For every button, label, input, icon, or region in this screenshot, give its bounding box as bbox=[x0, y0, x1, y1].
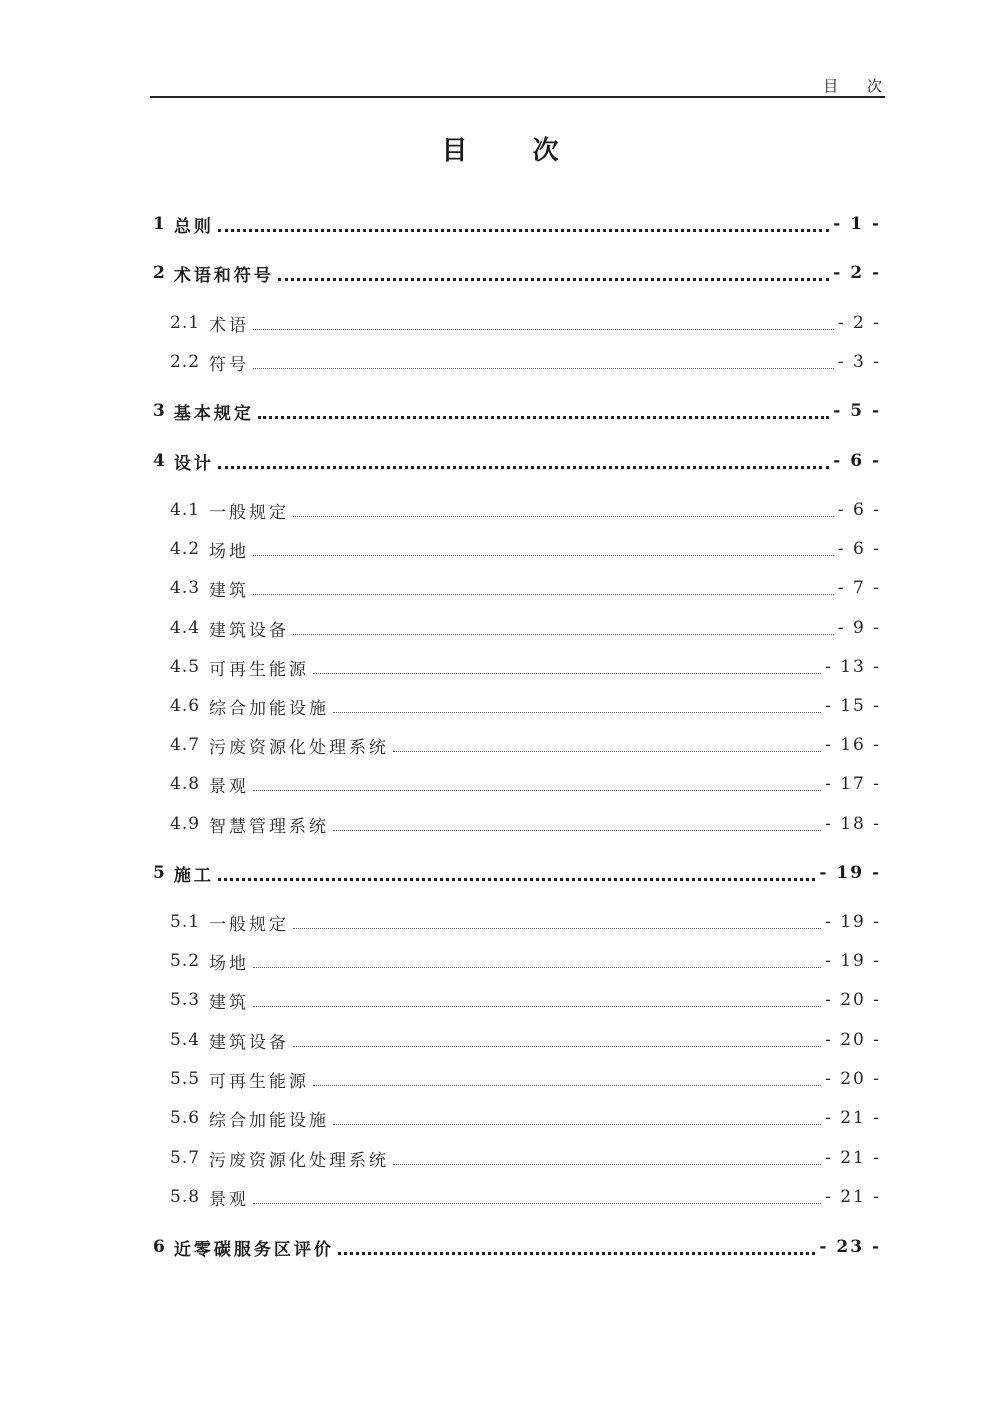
toc-entry-title: 智慧管理系统 bbox=[209, 816, 330, 837]
toc-entry-number: 3 bbox=[153, 401, 165, 421]
toc-entry-title: 建筑设备 bbox=[209, 620, 290, 641]
toc-page-number: - 20 - bbox=[825, 990, 881, 1010]
toc-section-entry[interactable] bbox=[150, 1184, 881, 1210]
toc-entry-number: 4.6 bbox=[170, 696, 201, 716]
toc-entry-number: 4 bbox=[153, 451, 165, 471]
toc-page-number: - 19 - bbox=[825, 951, 881, 971]
toc-entry-number: 5.6 bbox=[170, 1108, 201, 1128]
running-header-text: 目 次 bbox=[823, 77, 894, 95]
toc-dot-leader bbox=[338, 1251, 816, 1255]
toc-page-number: - 19 - bbox=[819, 863, 881, 883]
toc-dot-leader bbox=[218, 228, 829, 232]
toc-page-number: - 6 - bbox=[837, 539, 881, 559]
toc-dot-leader bbox=[393, 1163, 821, 1165]
toc-section-entry[interactable] bbox=[150, 497, 881, 523]
toc-entry-number: 4.5 bbox=[170, 657, 201, 677]
toc-entry-title: 可再生能源 bbox=[209, 659, 310, 680]
toc-entry-number: 2 bbox=[153, 263, 165, 283]
toc-entry-number: 4.7 bbox=[170, 735, 201, 755]
toc-page-number: - 9 - bbox=[837, 618, 881, 638]
toc-dot-leader bbox=[333, 711, 821, 713]
page-title: 目 次 bbox=[441, 136, 587, 166]
toc-section-entry[interactable] bbox=[150, 536, 881, 562]
toc-dot-leader bbox=[253, 1005, 821, 1007]
toc-entry-title: 建筑 bbox=[209, 992, 250, 1013]
toc-page-number: - 15 - bbox=[825, 696, 881, 716]
toc-entry-title: 场地 bbox=[209, 541, 250, 562]
toc-chapter-entry[interactable] bbox=[150, 398, 881, 424]
toc-entry-title: 术语和符号 bbox=[173, 265, 274, 286]
toc-dot-leader bbox=[278, 277, 829, 281]
toc-section-entry[interactable] bbox=[150, 909, 881, 935]
toc-page-number: - 1 - bbox=[833, 214, 881, 234]
toc-section-entry[interactable] bbox=[150, 987, 881, 1013]
toc-entry-number: 5.5 bbox=[170, 1069, 201, 1089]
toc-dot-leader bbox=[293, 1045, 821, 1047]
toc-page-number: - 20 - bbox=[825, 1069, 881, 1089]
toc-section-entry[interactable] bbox=[150, 1105, 881, 1131]
toc-page-number: - 2 - bbox=[837, 313, 881, 333]
toc-section-entry[interactable] bbox=[150, 615, 881, 641]
toc-entry-title: 综合加能设施 bbox=[209, 1110, 330, 1131]
toc-entry-number: 4.2 bbox=[170, 539, 201, 559]
toc-entry-number: 5 bbox=[153, 863, 165, 883]
toc-entry-title: 一般规定 bbox=[209, 914, 290, 935]
toc-entry-title: 术语 bbox=[209, 315, 250, 336]
toc-dot-leader bbox=[253, 789, 821, 791]
toc-section-entry[interactable] bbox=[150, 575, 881, 601]
toc-page-number: - 2 - bbox=[833, 263, 881, 283]
toc-dot-leader bbox=[253, 966, 821, 968]
toc-entry-number: 6 bbox=[153, 1237, 165, 1257]
toc-entry-number: 2.1 bbox=[170, 313, 201, 333]
running-header bbox=[150, 68, 894, 98]
toc-dot-leader bbox=[393, 750, 821, 752]
toc-page-number: - 5 - bbox=[833, 401, 881, 421]
toc-chapter-entry[interactable] bbox=[150, 211, 881, 237]
toc-entry-number: 1 bbox=[153, 214, 165, 234]
toc-page-number: - 13 - bbox=[825, 657, 881, 677]
toc-section-entry[interactable] bbox=[150, 1027, 881, 1053]
toc-entry-title: 场地 bbox=[209, 953, 250, 974]
toc-entry-title: 基本规定 bbox=[173, 403, 254, 424]
toc-page-number: - 3 - bbox=[837, 352, 881, 372]
toc-page-number: - 16 - bbox=[825, 735, 881, 755]
toc-page-number: - 23 - bbox=[819, 1237, 881, 1257]
toc-page-number: - 7 - bbox=[837, 578, 881, 598]
toc-dot-leader bbox=[253, 593, 834, 595]
toc-dot-leader bbox=[253, 367, 834, 369]
toc-page-number: - 21 - bbox=[825, 1148, 881, 1168]
toc-dot-leader bbox=[333, 1123, 821, 1125]
toc-entry-title: 施工 bbox=[173, 865, 214, 886]
toc-entry-number: 5.1 bbox=[170, 912, 201, 932]
toc-chapter-entry[interactable] bbox=[150, 1234, 881, 1260]
toc-page-number: - 18 - bbox=[825, 814, 881, 834]
toc-entry-number: 2.2 bbox=[170, 352, 201, 372]
toc-entry-number: 4.9 bbox=[170, 814, 201, 834]
toc-entry-number: 4.4 bbox=[170, 618, 201, 638]
toc-dot-leader bbox=[333, 829, 821, 831]
toc-entry-title: 建筑设备 bbox=[209, 1032, 290, 1053]
toc-entry-title: 符号 bbox=[209, 354, 250, 375]
toc-page-number: - 21 - bbox=[825, 1187, 881, 1207]
toc-entry-title: 设计 bbox=[173, 453, 214, 474]
toc-dot-leader bbox=[253, 554, 834, 556]
toc-section-entry[interactable] bbox=[150, 349, 881, 375]
toc-dot-leader bbox=[293, 927, 821, 929]
toc-entry-title: 景观 bbox=[209, 1189, 250, 1210]
toc-dot-leader bbox=[218, 465, 829, 469]
toc-section-entry[interactable] bbox=[150, 1145, 881, 1171]
toc-page-number: - 6 - bbox=[833, 451, 881, 471]
toc-entry-number: 4.8 bbox=[170, 774, 201, 794]
toc-section-entry[interactable] bbox=[150, 732, 881, 758]
toc-section-entry[interactable] bbox=[150, 310, 881, 336]
toc-dot-leader bbox=[258, 415, 829, 419]
toc-dot-leader bbox=[293, 515, 834, 517]
toc-entry-title: 近零碳服务区评价 bbox=[173, 1239, 334, 1260]
toc-entry-title: 污废资源化处理系统 bbox=[209, 737, 390, 758]
toc-entry-number: 5.2 bbox=[170, 951, 201, 971]
toc-entry-title: 景观 bbox=[209, 776, 250, 797]
toc-dot-leader bbox=[313, 1084, 821, 1086]
toc-page-number: - 19 - bbox=[825, 912, 881, 932]
toc-section-entry[interactable] bbox=[150, 693, 881, 719]
toc-section-entry[interactable] bbox=[150, 1066, 881, 1092]
toc-chapter-entry[interactable] bbox=[150, 448, 881, 474]
toc-entry-number: 5.8 bbox=[170, 1187, 201, 1207]
toc-page-number: - 17 - bbox=[825, 774, 881, 794]
toc-entry-number: 5.4 bbox=[170, 1030, 201, 1050]
toc-section-entry[interactable] bbox=[150, 948, 881, 974]
toc-chapter-entry[interactable] bbox=[150, 260, 881, 286]
toc-section-entry[interactable] bbox=[150, 654, 881, 680]
toc-dot-leader bbox=[313, 672, 821, 674]
toc-dot-leader bbox=[293, 633, 834, 635]
toc-page-number: - 21 - bbox=[825, 1108, 881, 1128]
toc-page-number: - 20 - bbox=[825, 1030, 881, 1050]
toc-chapter-entry[interactable] bbox=[150, 860, 881, 886]
toc-entry-title: 建筑 bbox=[209, 580, 250, 601]
toc-entry-title: 总则 bbox=[173, 216, 214, 237]
toc-entry-title: 一般规定 bbox=[209, 502, 290, 523]
toc-dot-leader bbox=[218, 877, 816, 881]
toc-entry-number: 4.3 bbox=[170, 578, 201, 598]
toc-page-number: - 6 - bbox=[837, 500, 881, 520]
toc-entry-title: 可再生能源 bbox=[209, 1071, 310, 1092]
toc-dot-leader bbox=[253, 328, 834, 330]
toc-entry-number: 5.7 bbox=[170, 1148, 201, 1168]
toc-section-entry[interactable] bbox=[150, 811, 881, 837]
toc-section-entry[interactable] bbox=[150, 771, 881, 797]
toc-entry-number: 5.3 bbox=[170, 990, 201, 1010]
toc-dot-leader bbox=[253, 1202, 821, 1204]
toc-entry-title: 综合加能设施 bbox=[209, 698, 330, 719]
toc-entry-title: 污废资源化处理系统 bbox=[209, 1150, 390, 1171]
toc-entry-number: 4.1 bbox=[170, 500, 201, 520]
